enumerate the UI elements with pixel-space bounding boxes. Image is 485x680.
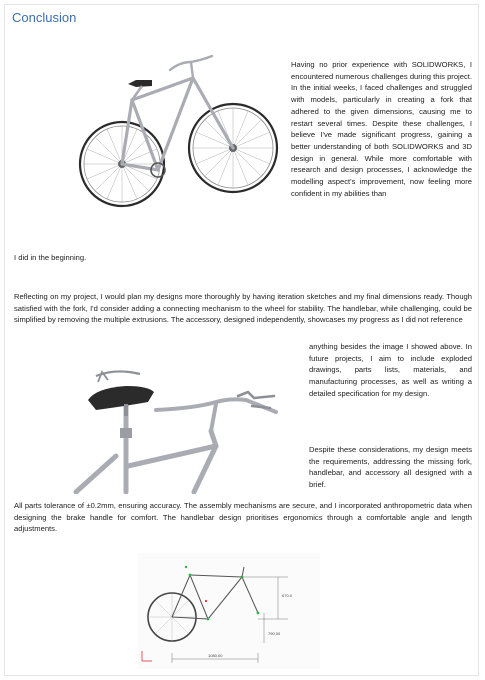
bicycle-render-figure	[70, 42, 288, 212]
dimension-label-b: 790.00	[268, 631, 281, 636]
paragraph-reflection-continued: anything besides the image I showed above. In future projects, I aim to include exploded drawings, parts lists, materials, and manufacturing processes, as well as writing a detailed specification for my design.	[309, 342, 472, 398]
dimension-label-c: 1080.00	[208, 653, 223, 658]
handlebar-closeup-figure	[16, 346, 304, 494]
page-heading: Conclusion	[12, 10, 77, 25]
seat-clamp	[120, 428, 132, 438]
paragraph-requirements-continued: All parts tolerance of ±0.2mm, ensuring accuracy. The assembly mechanisms are secure, and I incorporated anthropometric data when designing the brake handle for comfort. The handlebar design prioritises ergonomics through a comfortable angle and length adjustments.	[14, 501, 472, 534]
paragraph-reflection: Reflecting on my project, I would plan my designs more thoroughly by having iteration sketches and my final dimensions ready. Though satisfied with the fork, I'd consider adding a connecting mechanism to the wheel for stability. The handlebar, while challenging, could be simplified by removing the multiple extrusions. The accessory, designed independently, showcases my progress as I did not reference	[14, 292, 472, 325]
paragraph-intro-end: I did in the beginning.	[14, 253, 87, 262]
red-marker	[205, 600, 207, 602]
dimension-label-a: 670.0	[282, 593, 293, 598]
closeup-frame	[76, 406, 216, 492]
paragraph-intro: Having no prior experience with SOLIDWORKS, I encountered numerous challenges during this project. In the initial weeks, I faced challenges and struggled with models, particularly in creating a fork that adhered to the given dimensions, causing me to restart several times. Despite these challenges, I believe I've made significant progress, gaining a better understanding of both SOLIDWORKS and 3D design in general. While more comfortable with research and design processes, I acknowledge the modelling aspect's improvement, now feeling more confident in my abilities than	[291, 60, 472, 198]
paragraph-requirements: Despite these considerations, my design meets the requirements, addressing the missing fork, handlebar, and accessory all designed with a brief.	[309, 445, 472, 490]
closeup-handlebar	[156, 399, 276, 431]
technical-drawing-figure	[138, 553, 320, 669]
handlebar	[170, 56, 212, 78]
closeup-saddle	[88, 371, 154, 416]
saddle	[128, 80, 152, 87]
